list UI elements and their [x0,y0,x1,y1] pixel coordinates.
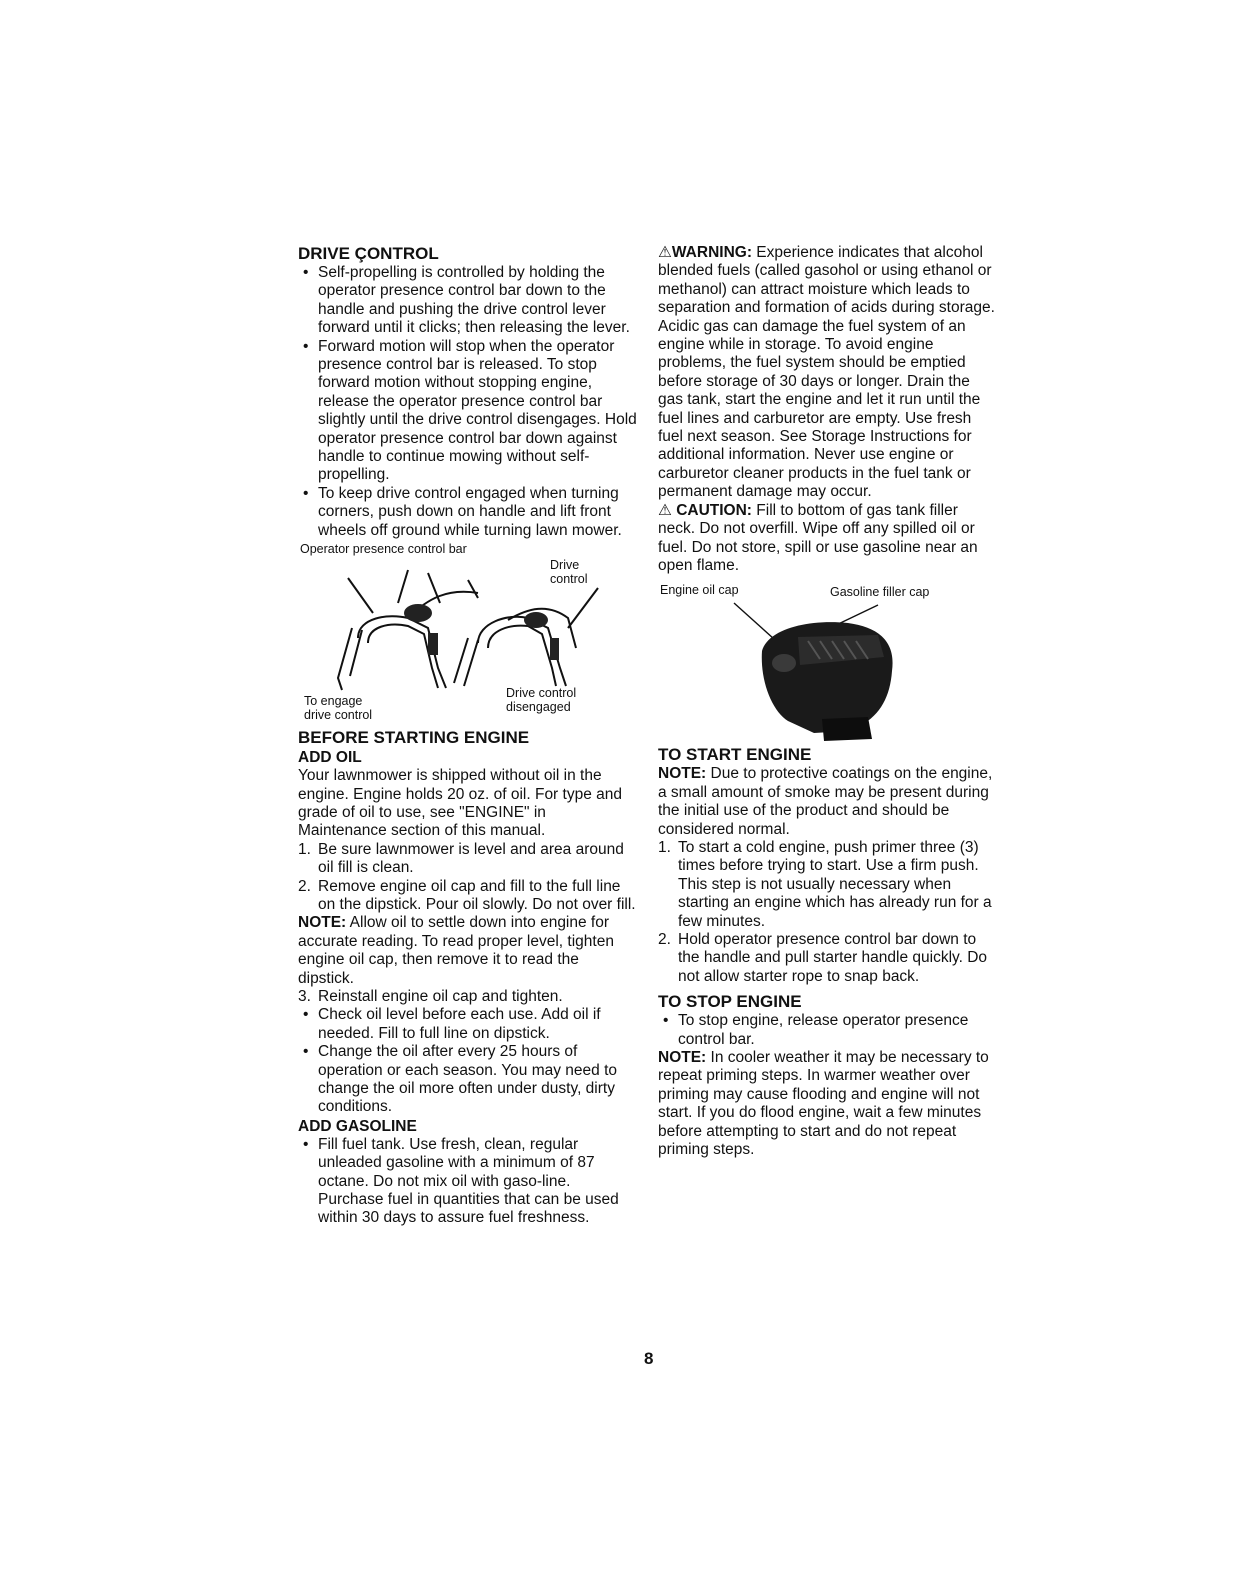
engine-figure [658,575,998,745]
mower-handle-illustration [328,558,618,698]
list-item: • Check oil level before each use. Add oil if needed. Fill to full line on dipstick. [298,1006,638,1043]
note-label: NOTE: [658,765,707,783]
figure-label-engine-oil-cap: Engine oil cap [660,583,739,598]
add-gasoline-heading: ADD GASOLINE [298,1117,417,1135]
to-stop-heading: TO STOP ENGINE [658,992,802,1012]
right-column [658,244,998,1159]
page-number: 8 [644,1349,654,1368]
step-text: Remove engine oil cap and fill to the full line on the dipstick. Pour oil slowly. Do not over fill. [318,877,636,913]
step-text: To start a cold engine, push primer three (3) times before trying to start. Use a firm push. This step is not usually necessary when starting an engine which has already run for a few minutes. [678,838,992,930]
list-item [298,988,638,1006]
step-text: Reinstall engine oil cap and tighten. [318,987,563,1005]
note-text: Allow oil to settle down into engine for accurate reading. To read proper level, tighten engine oil cap, then remove it to read the dipstick. [298,914,614,987]
list-item: • To stop engine, release operator presence control bar. [658,1012,998,1049]
caution-triangle-icon: ⚠ [658,501,677,519]
step-number: 1. [658,838,671,856]
before-starting-heading: BEFORE STARTING ENGINE [298,728,530,748]
list-item [298,841,638,878]
note-text: In cooler weather it may be necessary to repeat priming steps. In warmer weather over priming may cause flooding and engine will not start. If you do flood engine, wait a few minutes before attempting to start and do not repeat priming steps. [658,1049,989,1159]
add-oil-bullets [298,1006,638,1116]
warning-paragraph [658,244,998,502]
list-item: • Self-propelling is controlled by holding the operator presence control bar down to the handle and pushing the drive control lever forward until it clicks; then releasing the lever. [298,264,638,338]
step-number: 2. [658,930,671,948]
warning-triangle-icon: ⚠ [658,244,672,261]
engine-illustration [728,601,928,743]
figure-label-disengaged: Drive control disengaged [506,686,577,715]
to-start-steps [658,839,998,986]
list-item [658,839,998,931]
add-oil-heading: ADD OIL [298,749,362,767]
to-start-heading: TO START ENGINE [658,745,812,765]
add-oil-step3 [298,988,638,1006]
note-label: NOTE: [658,1049,707,1066]
step-text: Hold operator presence control bar down to the handle and pull starter handle quickly. Do not allow starter rope to snap back. [678,930,988,985]
add-oil-intro: Your lawnmower is shipped without oil in the engine. Engine holds 20 oz. of oil. For type and grade of oil to use, see "ENGINE" in Maintenance section of this manual. [298,767,622,840]
list-item: • To keep drive control engaged when turning corners, push down on handle and lift front wheels off ground while turning lawn mower. [298,485,638,540]
figure-label-gasoline-filler-cap: Gasoline filler cap [830,585,930,600]
list-item [298,878,638,915]
figure-label-drive-control: Drive control [550,558,588,587]
warning-label: WARNING: [671,244,752,261]
caution-label: CAUTION: [676,501,752,519]
drive-control-heading: DRIVE ÇONTROL [298,244,439,263]
add-oil-note [298,914,638,988]
figure-label-to-engage: To engage drive control [304,694,373,723]
to-stop-bullets [658,1012,998,1049]
caution-text: Fill to bottom of gas tank filler neck. Do not overfill. Wipe off any spilled oil or fuel. Do not store, spill or use gasoline near an open flame. [658,501,978,574]
drive-control-list [298,264,638,540]
list-item [658,931,998,986]
warning-text: Experience indicates that alcohol blended fuels (called gasohol or using ethanol or methanol) can attract moisture which leads to separation and formation of acids during storage. Acidic gas can damage the fuel system of an engine while in storage. To avoid engine problems, the fuel system should be emptied before storage of 30 days or longer. Drain the gas tank, start the engine and let it run until the fuel lines and carburetor are empty. Use fresh fuel next season. See Storage Instructions for additional information. Never use engine or carburetor cleaner products in the fuel tank or permanent damage may occur. [658,244,995,501]
list-item: • Forward motion will stop when the operator presence control bar is released. To stop forward motion without stopping engine, release the operator presence control bar slightly until the drive control disengages. Hold operator presence control bar down against handle to continue mowing without self-propelling. [298,338,638,485]
to-start-note [658,765,998,839]
note-label: NOTE: [298,914,347,932]
list-item: • Fill fuel tank. Use fresh, clean, regular unleaded gasoline with a minimum of 87 octane. Do not mix oil with gaso-line. Purchase fuel in quantities that can be used within 30 days to assure fuel freshness. [298,1136,638,1228]
figure-label-operator-bar: Operator presence control bar [300,542,467,557]
left-column [298,244,638,1228]
note-text: Due to protective coatings on the engine, a small amount of smoke may be present during the initial use of the product and should be considered normal. [658,765,993,838]
step-number: 1. [298,840,311,858]
step-text: Be sure lawnmower is level and area around oil fill is clean. [318,840,624,877]
add-gasoline-bullets [298,1136,638,1228]
step-number: 2. [298,877,311,895]
list-item: • Change the oil after every 25 hours of operation or each season. You may need to change the oil more often under dusty, dirty conditions. [298,1043,638,1117]
add-oil-steps [298,841,638,915]
to-stop-note [658,1049,998,1159]
caution-paragraph [658,502,998,576]
step-number: 3. [298,987,311,1005]
drive-control-figure [298,540,638,728]
